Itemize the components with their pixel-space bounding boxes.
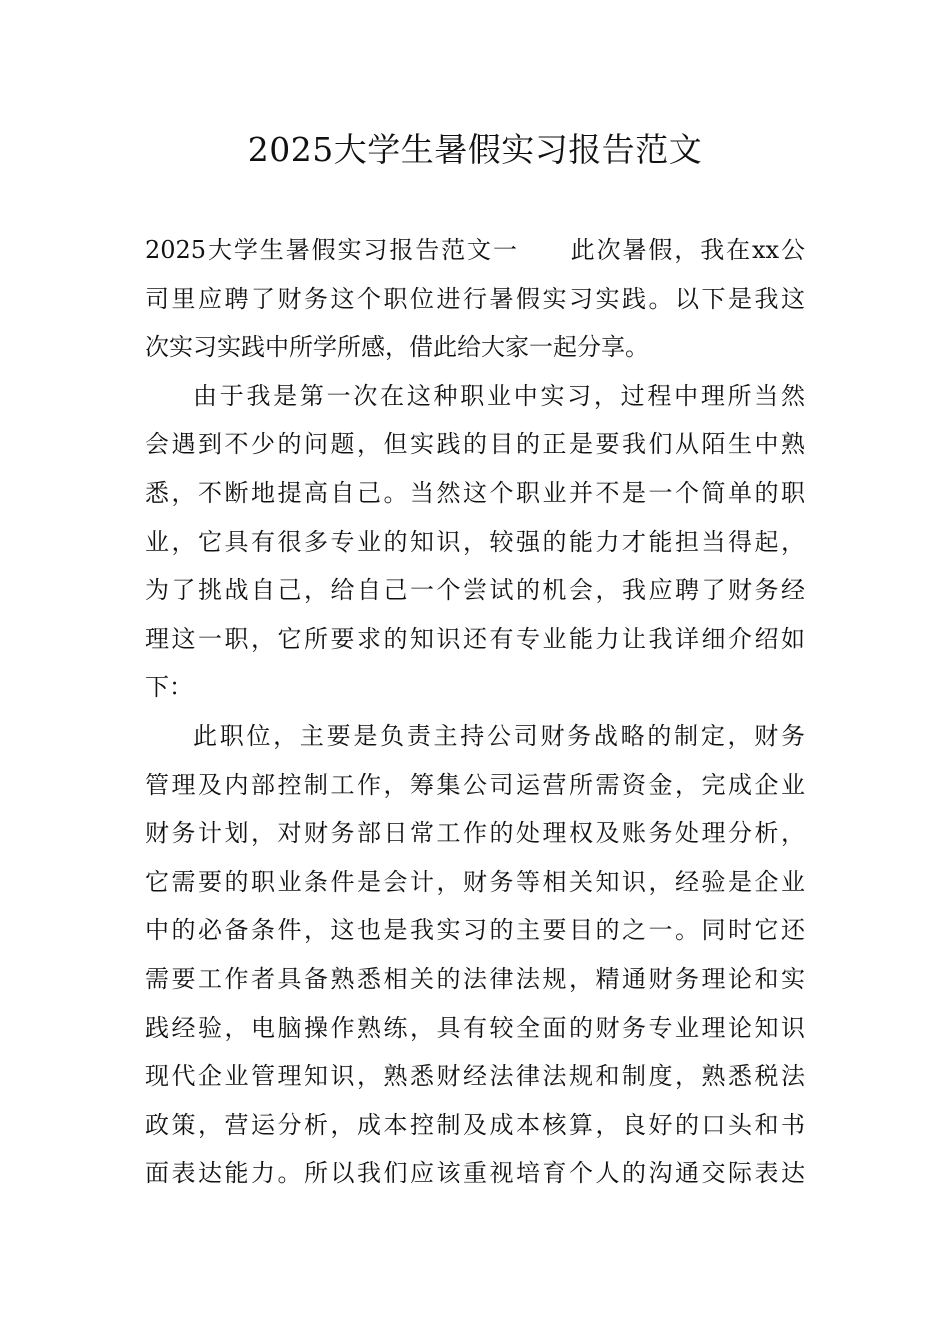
text-line: 次实习实践中所学所感，借此给大家一起分享。 (145, 333, 649, 362)
document-body (145, 226, 805, 1198)
text-line: 财务计划，对财务部日常工作的处理权及账务处理分析， (145, 819, 805, 848)
text-line: 管理及内部控制工作，筹集公司运营所需资金，完成企业 (145, 770, 805, 799)
text-line: 中的必备条件，这也是我实习的主要目的之一。同时它还 (145, 916, 805, 945)
text-line: 面表达能力。所以我们应该重视培育个人的沟通交际表达 (145, 1159, 805, 1188)
text-line: 下： (145, 673, 193, 702)
text-line: 悉，不断地提高自己。当然这个职业并不是一个简单的职 (145, 478, 805, 507)
text-line: 司里应聘了财务这个职位进行暑假实习实践。以下是我这 (145, 284, 805, 313)
document-title: 2025大学生暑假实习报告范文 (247, 130, 703, 169)
text-line: 它需要的职业条件是会计，财务等相关知识，经验是企业 (145, 867, 805, 896)
text-line: 践经验，电脑操作熟练，具有较全面的财务专业理论知识 (145, 1013, 805, 1042)
text-line: 政策，营运分析，成本控制及成本核算，良好的口头和书 (145, 1110, 805, 1139)
text-line: 此职位，主要是负责主持公司财务战略的制定，财务 (193, 721, 805, 750)
text-line: 理这一职，它所要求的知识还有专业能力让我详细介绍如 (145, 624, 805, 653)
text-line: 为了挑战自己，给自己一个尝试的机会，我应聘了财务经 (145, 576, 805, 605)
text-line: 由于我是第一次在这种职业中实习，过程中理所当然 (193, 381, 805, 410)
text-line: 现代企业管理知识，熟悉财经法律法规和制度，熟悉税法 (145, 1062, 805, 1091)
text-line: 会遇到不少的问题，但实践的目的正是要我们从陌生中熟 (145, 430, 805, 459)
text-line: 业，它具有很多专业的知识，较强的能力才能担当得起， (145, 527, 805, 556)
text-line: 2025大学生暑假实习报告范文一 此次暑假，我在xx公 (145, 236, 805, 264)
text-line: 需要工作者具备熟悉相关的法律法规，精通财务理论和实 (145, 964, 805, 993)
